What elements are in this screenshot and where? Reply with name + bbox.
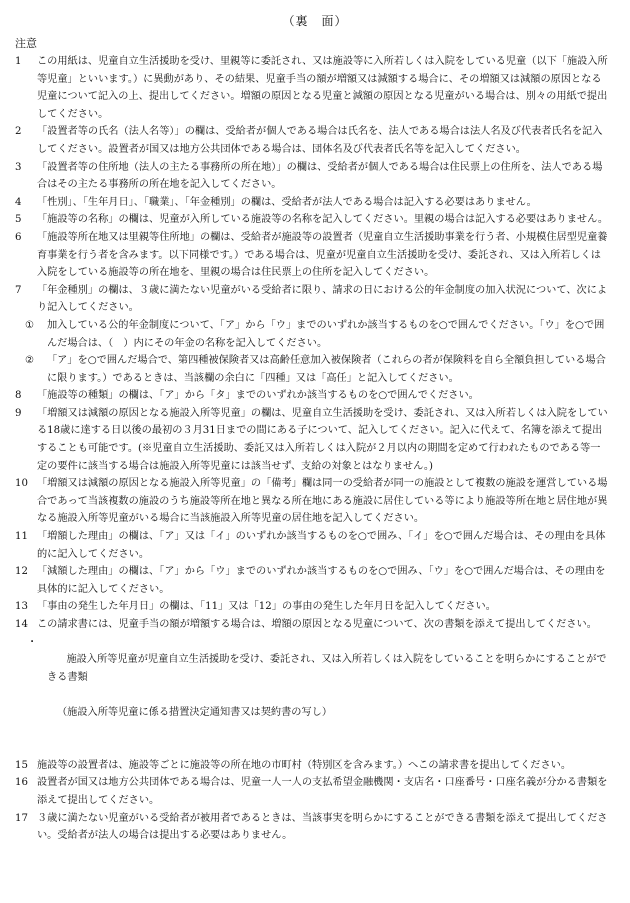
note-text: ３歳に満たない児童がいる受給者が被用者であるときは、当該事実を明らかにすることができる書類を添えて提出してください。受給者が法人の場合は提出する必要はありません。: [37, 812, 608, 842]
note-number: 15: [15, 759, 28, 771]
note-text: 「増額又は減額の原因となる施設入所等児童」の「備考」欄は同一の受給者が同一の施設として複数の施設を運営している場合であって当該複数の施設のうち施設等所在地と異なる所在地にある施設に居住している等により施設等所在地と居住地が異なる施設入所等児童がいる場合に当該施設入所等児童の居住地を記入してください。: [37, 478, 608, 525]
bullet-text: [47, 634, 610, 757]
note-number: 3: [15, 161, 22, 173]
note-item: [15, 159, 610, 194]
note-number: 13: [15, 601, 28, 613]
note-item: [15, 757, 610, 775]
note-text: 「施設等の名称」の欄は、児童が入所している施設等の名称を記入してください。里親の場合は記入する必要はありません。: [37, 214, 609, 226]
bullet-note-text: （施設入所等児童に係る措置決定通知書又は契約書の写し）: [57, 706, 333, 718]
sub-marker: ②: [25, 355, 35, 367]
note-text: 「事由の発生した年月日」の欄は、「11」又は「12」の事由の発生した年月日を記入してください。: [37, 601, 496, 613]
note-number: 6: [15, 231, 22, 243]
note-number: 7: [15, 284, 22, 296]
note-item: [15, 475, 610, 528]
note-item: [15, 123, 610, 158]
note-number: 10: [15, 478, 28, 490]
sub-text: 「ア」を○で囲んだ場合で、第四種被保険者又は高齢任意加入被保険者（これらの者が保険料を自ら全額負担している場合に限ります。）であるときは、当該欄の余白に「四種」又は「高任」と記入してください。: [47, 355, 606, 384]
note-text: 「設置者等の住所地（法人の主たる事務所の所在地）」の欄は、受給者が個人である場合は住民票上の住所を、法人である場合はその主たる事務所の所在地を記入してください。: [37, 161, 603, 191]
note-number: 9: [15, 407, 22, 419]
note-number: 14: [15, 619, 28, 630]
note-number: 11: [15, 531, 28, 543]
note-text: 「年金種別」の欄は、３歳に満たない児童がいる受給者に限り、請求の日における公的年金制度の加入状況について、次により記入してください。: [37, 284, 608, 314]
note-number: 4: [15, 196, 22, 208]
note-number: 16: [15, 777, 28, 789]
note-text: この用紙は、児童自立生活援助を受け、里親等に委託され、又は施設等に入所若しくは入院をしている児童（以下「施設入所等児童」といいます。）に異動があり、その結果、児童手当の額が増額又は減額する場合に、その増額又は減額の原因となる児童について記入の上、提出してください。増額の原因となる児童と減額の原因となる児童がいる場合は、別々の用紙で提出してください。: [37, 56, 608, 120]
note-item: [15, 53, 610, 123]
note-number: 17: [15, 812, 28, 824]
bullet-marker: ・: [27, 636, 38, 648]
note-text: この請求書には、児童手当の額が増額する場合は、増額の原因となる児童について、次の書類を添えて提出してください。: [37, 619, 597, 630]
note-number: 2: [15, 126, 22, 138]
note-number: 12: [15, 566, 28, 578]
note-text: 施設等の設置者は、施設等ごとに施設等の所在地の市町村（特別区を含みます。）へこの請求書を提出してください。: [37, 759, 572, 771]
sub-marker: ①: [25, 319, 35, 331]
note-item: [15, 598, 610, 616]
note-item: [15, 528, 610, 563]
page-title: （裏 面）: [282, 14, 348, 28]
note-text: 設置者が国又は地方公共団体である場合は、児童一人一人の支払希望金融機関・支店名・口座番号・口座名義が分かる書類を添えて提出してください。: [37, 777, 608, 806]
note-item: [15, 387, 610, 405]
note-item: [15, 194, 610, 212]
note-number: 1: [15, 56, 22, 67]
notes-heading: 注意: [15, 37, 37, 50]
note-item: [15, 211, 610, 229]
note-item: [15, 616, 610, 634]
note-number: 5: [15, 214, 22, 226]
note-item: [15, 774, 610, 809]
bullet-item: [15, 634, 610, 757]
note-text: 「設置者等の氏名（法人名等）」の欄は、受給者が個人である場合は氏名を、法人である場合は法人名及び代表者氏名を記入してください。設置者が国又は地方公共団体である場合は、団体名及び代表者氏名等を記入してください。: [37, 126, 603, 155]
note-text: 「増額又は減額の原因となる施設入所等児童」の欄は、児童自立生活援助を受け、委託され、又は入所若しくは入院をしている18歳に達する日以後の最初の３月31日までの間にある子について、記入してください。記入に代えて、名簿を添えて提出することも可能です。(※児童自立生活援助、委託又は入所若しくは入院が２月以内の期間を定めて行われたものである等一定の要件に該当する場合は施設入所等児童には該当せず、支給の対象とはなりません。): [37, 407, 608, 472]
note-item: [15, 229, 610, 282]
note-item: [15, 282, 610, 317]
sub-item: [15, 352, 610, 387]
note-item: [15, 810, 610, 845]
note-number: 8: [15, 390, 22, 402]
note-text: 「増額した理由」の欄は、「ア」又は「イ」のいずれか該当するものを○で囲み、「イ」を○で囲んだ場合は、その理由を具体的に記入してください。: [37, 531, 606, 560]
note-text: 「性別」、「生年月日」、「職業」、「年金種別」の欄は、受給者が法人である場合は記入する必要はありません。: [37, 196, 537, 208]
sub-text: 加入している公的年金制度について、「ア」から「ウ」までのいずれか該当するものを○で囲んでください。「ウ」を○で囲んだ場合は、（ ）内にその年金の名称を記入してください。: [47, 319, 605, 349]
sub-item: [15, 317, 610, 352]
bullet-main-text: 施設入所等児童が児童自立生活援助を受け、委託され、又は入所若しくは入院をしていることを明らかにすることができる書類: [47, 654, 607, 683]
note-item: [15, 563, 610, 598]
note-text: 「施設等所在地又は里親等住所地」の欄は、受給者が施設等の設置者（児童自立生活援助事業を行う者、小規模住居型児童養育事業を行う者を含みます。以下同様です。）である場合は、児童が児童自立生活援助を受け、委託され、又は入所若しくは入院をしている施設等の所在地を、里親の場合は住民票上の住所を記入してください。: [37, 231, 608, 279]
note-item: [15, 405, 610, 475]
note-text: 「施設等の種類」の欄は、「ア」から「タ」までのいずれか該当するものを○で囲んでください。: [37, 390, 479, 402]
note-text: 「減額した理由」の欄は、「ア」から「ウ」までのいずれか該当するものを○で囲み、「ウ」を○で囲んだ場合は、その理由を具体的に記入してください。: [37, 566, 606, 595]
